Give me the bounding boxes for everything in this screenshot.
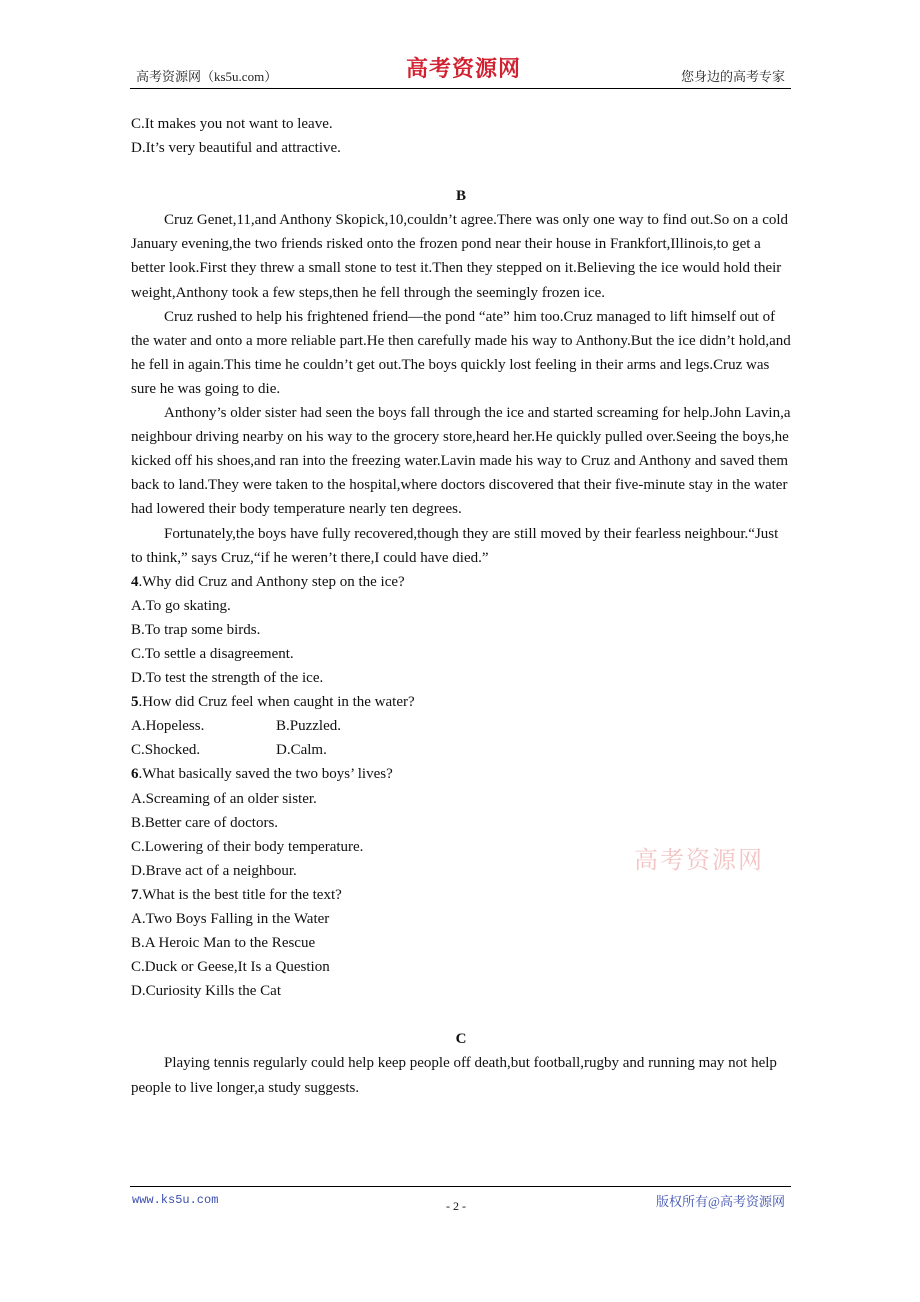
watermark: 高考资源网: [634, 846, 764, 874]
answer-option: B.Puzzled.: [276, 718, 341, 735]
option-d-previous: D.It’s very beautiful and attractive.: [131, 140, 341, 157]
header-slogan: 您身边的高考专家: [680, 69, 785, 84]
question-7: [131, 883, 791, 907]
answer-row: [131, 714, 791, 738]
answer-option: B.To trap some birds.: [131, 621, 261, 638]
header-logo: 高考资源网: [406, 56, 522, 82]
question-text: .What is the best title for the text?: [138, 886, 342, 903]
answer-row: [131, 738, 791, 762]
answer-option: B.A Heroic Man to the Rescue: [131, 935, 316, 952]
answer-option: D.Calm.: [276, 742, 327, 759]
answer-option: D.To test the strength of the ice.: [131, 670, 324, 687]
answer-option: B.Better care of doctors.: [131, 814, 279, 831]
answer-option: C.Duck or Geese,It Is a Question: [131, 959, 330, 976]
section-b-heading: B: [455, 188, 466, 205]
section-c-paragraph: Playing tennis regularly could help keep people off death,but football,rugby and running may not help people to live longer,a study suggests.: [131, 1055, 777, 1096]
question-4: [131, 570, 791, 594]
answer-option: D.Curiosity Kills the Cat: [131, 983, 281, 1000]
section-c-heading: C: [455, 1031, 467, 1048]
option-c-previous: C.It makes you not want to leave.: [131, 116, 333, 132]
question-number: 5: [131, 694, 139, 711]
header-site-name: 高考资源网（ks5u.com）: [136, 69, 278, 84]
section-b-paragraph: Cruz Genet,11,and Anthony Skopick,10,couldn’t agree.There was only one way to find out.So on a cold January evening,the two friends risked onto the frozen pond near their house in Frankfort,Illinois,to get a better look.First they threw a small stone to test it.Then they stepped on it.Believing the ice would hold their weight,Anthony took a few steps,then he fell through the seemingly frozen ice.: [131, 212, 789, 301]
answer-option: C.To settle a disagreement.: [131, 645, 294, 662]
question-5: [131, 690, 791, 714]
footer-copyright: 版权所有@高考资源网: [656, 1194, 785, 1209]
section-b-paragraph: Cruz rushed to help his frightened friend—the pond “ate” him too.Cruz managed to lift himself out of the water and onto a more reliable part.He then carefully made his way to Anthony.But the ice didn’t hold,and he fell in again.This time he couldn’t get out.The boys quickly lost feeling in their arms and legs.Cruz was sure he was going to die.: [131, 308, 791, 397]
answer-option: A.Screaming of an older sister.: [131, 790, 317, 807]
page-number: - 2 -: [446, 1199, 466, 1213]
question-text: .How did Cruz feel when caught in the water?: [138, 694, 415, 711]
question-6: [131, 762, 791, 786]
question-text: .What basically saved the two boys’ lives?: [138, 766, 393, 783]
question-number: 6: [131, 766, 139, 783]
answer-option: C.Lowering of their body temperature.: [131, 838, 364, 855]
answer-option: A.To go skating.: [131, 597, 231, 614]
question-text: .Why did Cruz and Anthony step on the ice?: [138, 573, 405, 590]
document-body: [131, 112, 791, 1100]
answer-option: D.Brave act of a neighbour.: [131, 862, 297, 879]
section-b-paragraph: Anthony’s older sister had seen the boys fall through the ice and started screaming for help.John Lavin,a neighbour driving nearby on his way to the grocery store,heard her.He quickly pulled over.Seeing the boys,he kicked off his shoes,and ran into the freezing water.Lavin made his way to Cruz and Anthony and saved them back to land.They were taken to the hospital,where doctors discovered that their five-minute stay in the water had lowered their body temperature nearly ten degrees.: [131, 405, 791, 518]
footer-site-link[interactable]: www.ks5u.com: [132, 1193, 219, 1207]
answer-option: A.Hopeless.: [131, 718, 205, 735]
page-footer: [130, 1186, 791, 1213]
answer-option: C.Shocked.: [131, 742, 201, 759]
question-number: 4: [131, 573, 139, 590]
page-header: [130, 56, 791, 89]
question-number: 7: [131, 886, 139, 903]
section-b-paragraph: Fortunately,the boys have fully recovered,though they are still moved by their fearless neighbour.“Just to think,” says Cruz,“if he weren’t there,I could have died.”: [131, 525, 779, 566]
answer-option: A.Two Boys Falling in the Water: [131, 911, 330, 927]
